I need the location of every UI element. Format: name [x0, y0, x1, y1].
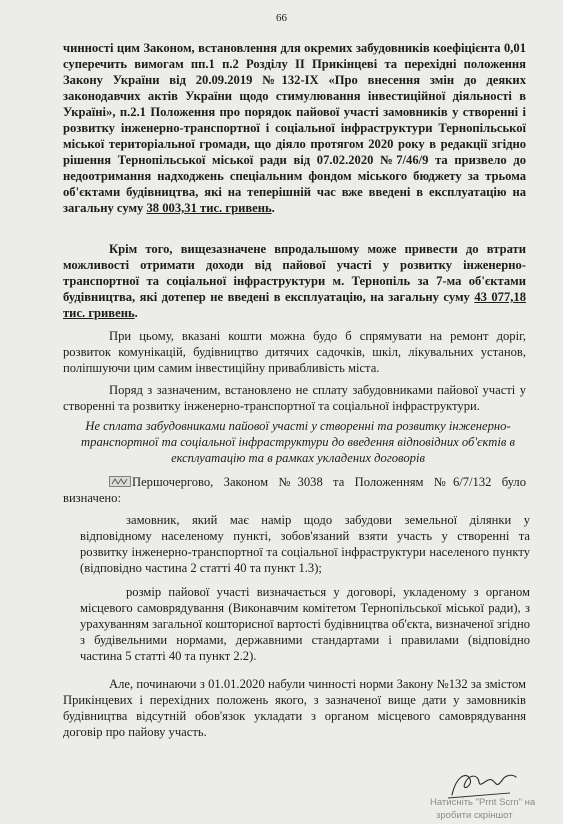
amount-2: 43 077,18 тис. гривень — [63, 290, 526, 320]
paragraph-firstly — [63, 474, 526, 506]
paragraph-use-of-funds: При цьому, вказані кошти можна будо б спрямувати на ремонт доріг, розвиток комунікацій, будівництво дитячих садочків, шкіл, лікувальних установ, поліпшуючи цим самим інвестиційну привабливість міста. — [63, 329, 526, 375]
hint-line-2: зробити скріншот — [436, 810, 513, 821]
page-number: 66 — [276, 12, 287, 24]
paragraph-text: Першочергово, Законом №3038 та Положенням №6/7/132 було визначено: — [63, 475, 526, 505]
amount-1: 38 003,31 тис. гривень — [146, 201, 272, 215]
section-heading: Не сплата забудовниками пайової участі у створенні та розвитку інженерно-транспортної та соціальної інфраструктури до введення відповідних об'єктів в експлуатацію та в рамках укладених договорів — [81, 419, 515, 465]
hint-line-1: Натисніть "Prnt Scrn" на — [430, 797, 536, 808]
paragraph-text: Крім того, вищезазначене впродальшому може привести до втрати можливості отримати доходи від пайової участі у розвитку інженерно-транспортної та соціальної інфраструктури м. Тернопіль за 7-ма об'єктами будівництва, які дотепер не введені в експлуатацію, на загальну суму — [63, 242, 526, 304]
paragraph-nonpayment: Поряд з зазначеним, встановлено не сплату забудовниками пайової участі у створенні та розвитку інженерно-транспортної та соціальної інфраструктури. — [63, 383, 526, 413]
stamp-mark-icon — [109, 476, 131, 487]
list-item-1: замовник, який має намір щодо забудови земельної ділянки у відповідному населеному пункті, зобов'язаний взяти участь у створенні та розвитку інженерно-транспортної та соціальної інфраструктури населеного пункту (відповідно частина 2 статті 40 та пункт 1.3); — [80, 513, 530, 575]
paragraph-since-2020: Але, починаючи з 01.01.2020 набули чинності норми Закону №132 за змістом Прикінцевих і перехідних положень якого, з зазначеної вище дати у замовників будівництва відсутній обов'язок укладати з органом місцевого самоврядування договір про пайову участь. — [63, 677, 526, 739]
paragraph-text: чинності цим Законом, встановлення для окремих забудовників коефіцієнта 0,01 суперечить вимогам пп.1 п.2 Розділу ІІ Прикінцеві та перехідні положення Закону України від 20.09.2019 №132-ІХ «Про внесення змін до деяких законодавчих актів України щодо стимулювання інвестиційної діяльності в Україні», п.2.1 Положення про порядок пайової участі замовників у створенні і розвитку інженерно-транспортної і соціальної інфраструктури Тернопільської міської територіальної громади, що діяло протягом 2020 року в редакції згідно рішення Тернопільської міської ради від 07.02.2020 №7/46/9 та призвело до недоотримання надходжень спеціальним фондом міського бюджету за трьома об'єктами будівництва, які на теперішній час вже введені в експлуатацію на загальну суму — [63, 41, 526, 215]
list-item-2: розмір пайової участі визначається у договорі, укладеному з органом місцевого самоврядування (Виконавчим комітетом Тернопільської міської ради), з урахуванням загальної кошторисної вартості будівництва об'єкта, визначеної згідно з будівельними нормами, державними стандартами і правилами (відповідно частина 5 статті 40 та пункт 2.2). — [80, 585, 530, 663]
screenshot-hint-tooltip — [430, 796, 563, 824]
paragraph-conclusion-1: чинності цим Законом, встановлення для окремих забудовників коефіцієнта 0,01 суперечить вимогам пп.1 п.2 Розділу ІІ Прикінцеві та перехідні положення Закону України від 20.09.2019 №132-ІХ «Про внесення змін до деяких законодавчих актів України щодо стимулювання інвестиційної діяльності в Україні», п.2.1 Положення про порядок пайової участі замовників у створенні і розвитку інженерно-транспортної і соціальної інфраструктури Тернопільської міської територіальної громади, що діяло протягом 2020 року в редакції згідно рішення Тернопільської міської ради від 07.02.2020 №7/46/9 та призвело до недоотримання надходжень спеціальним фондом міського бюджету за трьома об'єктами будівництва, які на теперішній час вже введені в експлуатацію на загальну суму 38 003,31 тис. гривень. — [63, 41, 526, 215]
paragraph-conclusion-2: Крім того, вищезазначене впродальшому може привести до втрати можливості отримати доходи від пайової участі у розвитку інженерно-транспортної та соціальної інфраструктури м. Тернопіль за 7-ма об'єктами будівництва, які дотепер не введені в експлуатацію, на загальну суму 43 077,18 тис. гривень. — [63, 242, 526, 320]
